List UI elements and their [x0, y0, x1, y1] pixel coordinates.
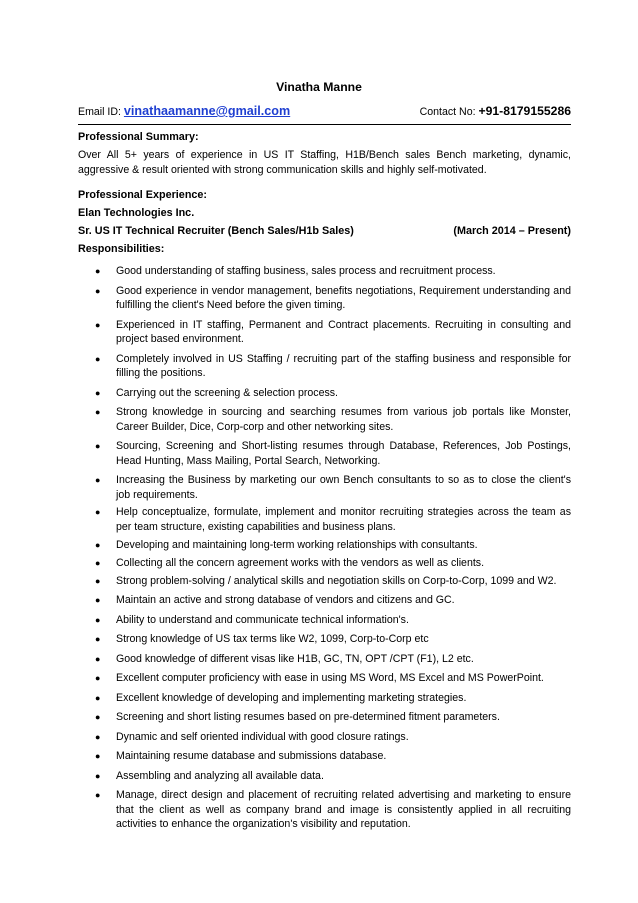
bullet-icon: ● [95, 712, 101, 723]
list-item: ● Good understanding of staffing business, sales process and recruitment process. [95, 265, 496, 277]
responsibilities-heading: Responsibilities: [78, 243, 165, 255]
contact-label: Contact No: [419, 106, 479, 118]
experience-heading: Professional Experience: [78, 189, 208, 201]
bullet-icon: ● [95, 634, 101, 645]
bullet-icon: ● [95, 319, 101, 330]
bullet-icon: ● [95, 353, 101, 364]
list-item: ● Help conceptualize, formulate, implement and monitor recruiting strategies across the team as per team structure, existing capabilities and business plans. [95, 506, 571, 533]
list-item: ● Carrying out the screening & selection process. [95, 386, 338, 399]
contact-row [78, 104, 571, 120]
list-item: ● Maintain an active and strong database of vendors and citizens and GC. [95, 594, 455, 607]
email-label: Email ID: [78, 106, 124, 118]
list-item: ● Assembling and analyzing all available data. [95, 769, 324, 782]
job-title-row [78, 225, 571, 237]
list-item: ● Maintaining resume database and submissions database. [95, 750, 387, 763]
list-item: ● Excellent knowledge of developing and implementing marketing strategies. [95, 691, 467, 704]
bullet-icon: ● [95, 539, 101, 550]
bullet-icon: ● [95, 731, 101, 742]
header-divider [78, 124, 571, 125]
bullet-icon: ● [95, 614, 101, 625]
bullet-icon: ● [95, 557, 101, 568]
bullet-icon: ● [95, 441, 101, 451]
contact-number: +91-8179155286 [478, 104, 571, 118]
bullet-icon: ● [95, 673, 101, 684]
email-block [78, 104, 290, 118]
summary-heading: Professional Summary: [78, 131, 199, 143]
bullet-icon: ● [95, 575, 101, 586]
list-item: ● Good experience in vendor management, benefits negotiations, Requirement understanding and fulfilling the client's Need before the given timing. [95, 284, 571, 311]
candidate-name: Vinatha Manne [276, 80, 362, 94]
list-item: ● Strong knowledge of US tax terms like W2, 1099, Corp-to-Corp etc [95, 633, 429, 646]
list-item: ● Increasing the Business by marketing our own Bench consultants to so as to close the client's job requirements. [95, 474, 571, 501]
summary-text: Over All 5+ years of experience in US IT Staffing, H1B/Bench sales Bench marketing, dynamic, aggressive & result oriented with strong communication skills and highly self-motivated. [78, 149, 571, 176]
job-title: Sr. US IT Technical Recruiter (Bench Sales/H1b Sales) [78, 225, 354, 237]
list-item: ● Collecting all the concern agreement works with the vendors as well as clients. [95, 556, 485, 569]
company-name: Elan Technologies Inc. [78, 207, 195, 219]
responsibilities-list [78, 264, 571, 837]
list-item: ● Manage, direct design and placement of recruiting related advertising and marketing to ensure that the client as well as company brand and image is consistently applied in all recruiting activities to enhance the organization's visibility and reputation. [95, 789, 571, 831]
job-dates: (March 2014 – Present) [453, 225, 571, 237]
bullet-icon: ● [95, 475, 101, 485]
bullet-icon: ● [95, 790, 101, 801]
list-item: ● Dynamic and self oriented individual with good closure ratings. [95, 730, 409, 743]
bullet-icon: ● [95, 653, 101, 664]
email-link[interactable]: vinathaamanne@gmail.com [123, 104, 291, 118]
list-item: ● Developing and maintaining long-term working relationships with consultants. [95, 538, 478, 551]
bullet-icon: ● [95, 407, 101, 417]
bullet-icon: ● [95, 770, 101, 781]
bullet-icon: ● [95, 692, 101, 703]
contact-block [420, 104, 571, 118]
bullet-icon: ● [95, 285, 101, 296]
bullet-icon: ● [95, 595, 101, 606]
list-item: ● Ability to understand and communicate technical information's. [95, 613, 409, 626]
bullet-icon: ● [95, 507, 101, 518]
list-item: ● Good knowledge of different visas like H1B, GC, TN, OPT /CPT (F1), L2 etc. [95, 652, 474, 665]
list-item: ● Experienced in IT staffing, Permanent and Contract placements. Recruiting in consulting and project based environment. [95, 318, 571, 345]
list-item: ● Completely involved in US Staffing / recruiting part of the staffing business and responsible for filling the positions. [95, 352, 571, 379]
bullet-icon: ● [95, 387, 101, 398]
list-item: ● Sourcing, Screening and Short-listing resumes through Database, References, Job Postings, Head Hunting, Mass Mailing, Portal Search, Networking. [95, 440, 571, 467]
list-item: ● Strong problem-solving / analytical skills and negotiation skills on Corp-to-Corp, 1099 and W2. [95, 574, 557, 587]
list-item: ● Screening and short listing resumes based on pre-determined fitment parameters. [95, 711, 500, 724]
bullet-icon: ● [95, 266, 101, 276]
bullet-icon: ● [95, 751, 101, 762]
list-item: ● Strong knowledge in sourcing and searching resumes from various job portals like Monster, Career Builder, Dice, Corp-corp and other networking sites. [95, 406, 571, 433]
list-item: ● Excellent computer proficiency with ease in using MS Word, MS Excel and MS PowerPoint. [95, 672, 544, 685]
